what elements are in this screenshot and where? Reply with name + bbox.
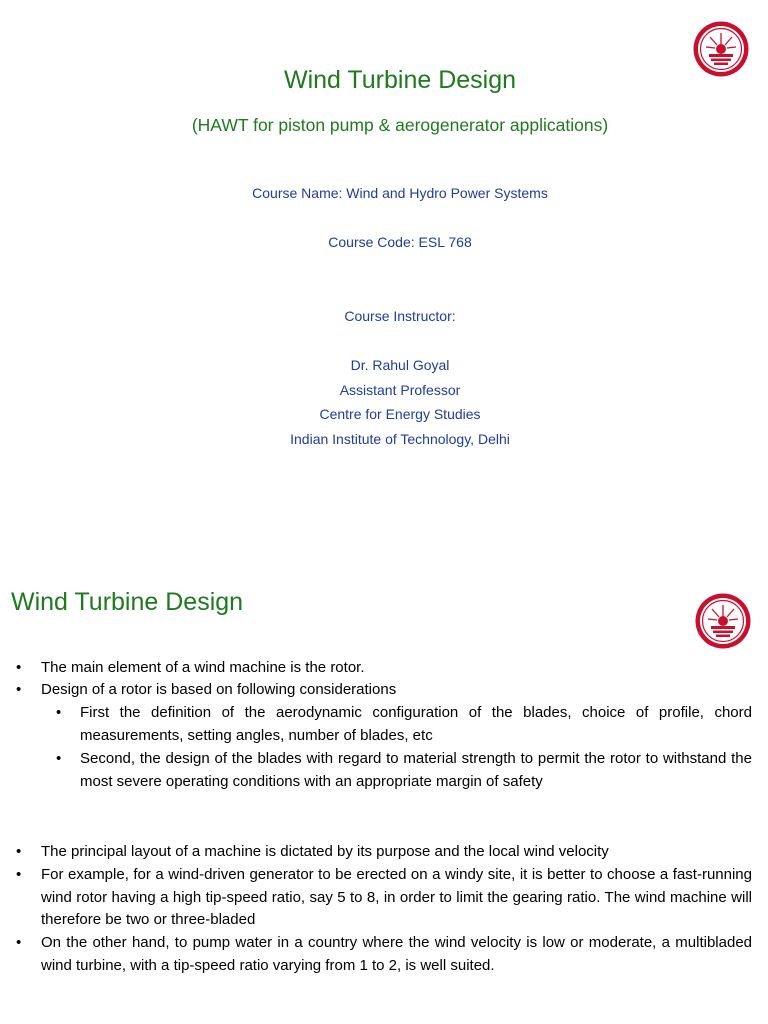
- instructor-name: Dr. Rahul Goyal: [350, 357, 450, 373]
- course-name: Course Name: Wind and Hydro Power Systems: [252, 185, 548, 201]
- bullet-marker: •: [56, 750, 62, 767]
- bullet-marker: •: [16, 866, 22, 883]
- instructor-title: Assistant Professor: [339, 382, 461, 398]
- bullet-marker: •: [16, 843, 22, 860]
- instructor-label: Course Instructor:: [344, 308, 456, 324]
- bullet-text: On the other hand, to pump water in a country where the wind velocity is low or moderate, a multibladed wind turbine, with a tip-speed ratio varying from 1 to 2, is well suited.: [41, 934, 752, 974]
- bullet-text: The main element of a wind machine is the rotor.: [41, 659, 365, 676]
- bullet-marker: •: [16, 681, 22, 698]
- department: Centre for Energy Studies: [319, 406, 481, 422]
- bullet-text: Design of a rotor is based on following considerations: [41, 681, 397, 698]
- slide-title: Wind Turbine Design: [11, 588, 244, 616]
- bullet-text: Second, the design of the blades with regard to material strength to permit the rotor to withstand the most severe operating conditions with an appropriate margin of safety: [80, 750, 752, 790]
- bullet-text: For example, for a wind-driven generator to be erected on a windy site, it is better to choose a fast-running wind rotor having a high tip-speed ratio, say 5 to 8, in order to limit the gearing ratio. The wind machine will therefore be two or three-bladed: [41, 866, 752, 928]
- bullet-marker: •: [16, 934, 22, 951]
- institute: Indian Institute of Technology, Delhi: [290, 431, 510, 447]
- content-slide: [0, 512, 768, 1024]
- bullet-text: The principal layout of a machine is dictated by its purpose and the local wind velocity: [41, 843, 609, 860]
- bullet-marker: •: [56, 704, 62, 721]
- iit-delhi-logo-icon: [694, 592, 752, 650]
- course-code: Course Code: ESL 768: [328, 234, 472, 250]
- slide-title: Wind Turbine Design: [283, 66, 517, 94]
- slide-subtitle: (HAWT for piston pump & aerogenerator applications): [191, 115, 609, 135]
- bullet-marker: •: [16, 659, 22, 676]
- bullet-text: First the definition of the aerodynamic configuration of the blades, choice of profile, chord measurements, setting angles, number of blades, etc: [80, 704, 752, 744]
